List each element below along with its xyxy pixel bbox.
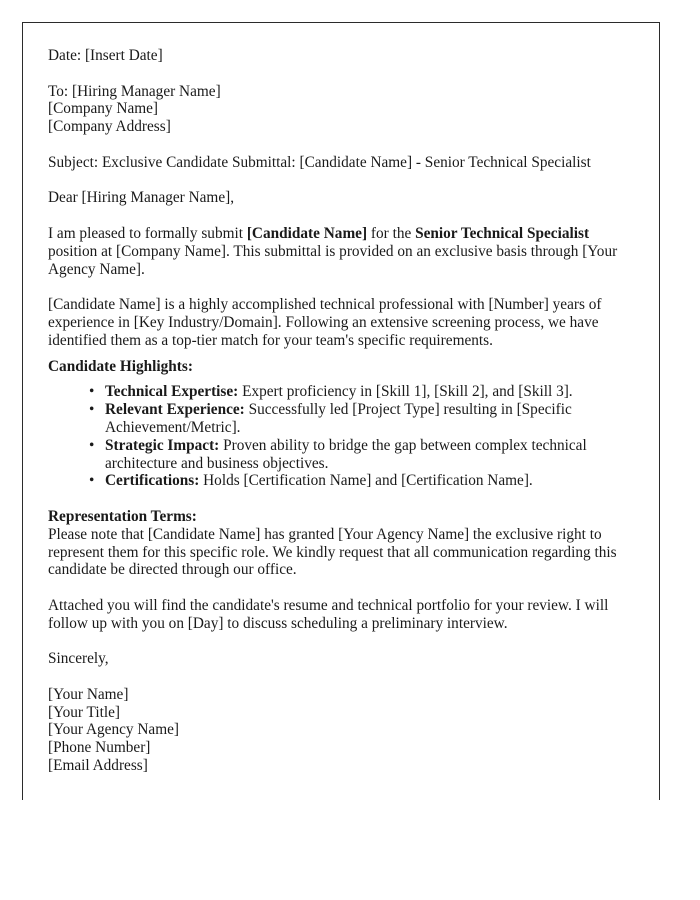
closing-paragraph: Attached you will find the candidate's resume and technical portfolio for your review. I will follow up with you on [Day] to discuss scheduling a preliminary interview. <box>48 596 609 632</box>
signature-phone: [Phone Number] <box>48 739 151 757</box>
candidate-name-bold: [Candidate Name] <box>246 224 368 242</box>
highlight-label: Relevant Experience: <box>105 401 245 419</box>
list-item <box>89 401 634 437</box>
highlight-text: Holds [Certification Name] and [Certification Name]. <box>199 472 533 490</box>
recipient-name-line: To: [Hiring Manager Name] <box>48 82 221 100</box>
candidate-highlights-list <box>48 383 634 490</box>
spacer <box>48 579 634 597</box>
spacer <box>48 207 634 225</box>
signature-name: [Your Name] <box>48 685 129 703</box>
paragraph-submittal-part2: for the <box>367 224 416 242</box>
highlight-text: Successfully led [Project Type] resulting in [Specific Achievement/Metric]. <box>105 401 572 436</box>
signature-title: [Your Title] <box>48 703 120 721</box>
salutation: Dear [Hiring Manager Name], <box>48 189 235 207</box>
letter-body <box>48 47 634 775</box>
paragraph-submittal <box>48 225 634 278</box>
highlight-text: Proven ability to bridge the gap between complex technical architecture and business objectives. <box>105 436 587 472</box>
document-page <box>22 22 660 800</box>
spacer <box>48 490 634 508</box>
spacer <box>48 65 634 83</box>
sign-off: Sincerely, <box>48 650 109 668</box>
candidate-highlights-heading: Candidate Highlights: <box>48 357 193 375</box>
spacer <box>48 278 634 296</box>
highlight-label: Strategic Impact: <box>105 436 220 454</box>
subject-line: Subject: Exclusive Candidate Submittal: [Candidate Name] - Senior Technical Specialist <box>48 153 591 171</box>
spacer <box>48 350 634 358</box>
representation-terms-text: Please note that [Candidate Name] has granted [Your Agency Name] the exclusive right to represent them for this specific role. We kindly request that all communication regarding this candidate be directed through our office. <box>48 525 617 579</box>
spacer <box>48 172 634 190</box>
spacer <box>48 668 634 686</box>
highlight-text: Expert proficiency in [Skill 1], [Skill 2], and [Skill 3]. <box>238 383 573 401</box>
recipient-company-line: [Company Name] <box>48 100 159 118</box>
paragraph-candidate-background: [Candidate Name] is a highly accomplished technical professional with [Number] years of experience in [Key Industry/Domain]. Following an extensive screening process, we have identified them as a top-tier match for your team's specific requirements. <box>48 296 602 349</box>
highlight-label: Certifications: <box>105 472 200 490</box>
date-line: Date: [Insert Date] <box>48 47 163 64</box>
signature-email: [Email Address] <box>48 757 148 775</box>
list-item <box>89 383 634 401</box>
job-title-bold: Senior Technical Specialist <box>415 224 590 242</box>
list-item <box>89 437 634 473</box>
highlight-label: Technical Expertise: <box>105 383 239 401</box>
spacer <box>48 633 634 651</box>
signature-agency: [Your Agency Name] <box>48 721 179 739</box>
recipient-address-line: [Company Address] <box>48 118 171 136</box>
representation-terms-heading: Representation Terms: <box>48 507 197 525</box>
spacer <box>48 375 634 383</box>
spacer <box>48 136 634 154</box>
list-item <box>89 472 634 490</box>
paragraph-submittal-part3: position at [Company Name]. This submittal is provided on an exclusive basis through [Your Agency Name]. <box>48 242 618 278</box>
paragraph-submittal-part1: I am pleased to formally submit <box>48 224 247 242</box>
